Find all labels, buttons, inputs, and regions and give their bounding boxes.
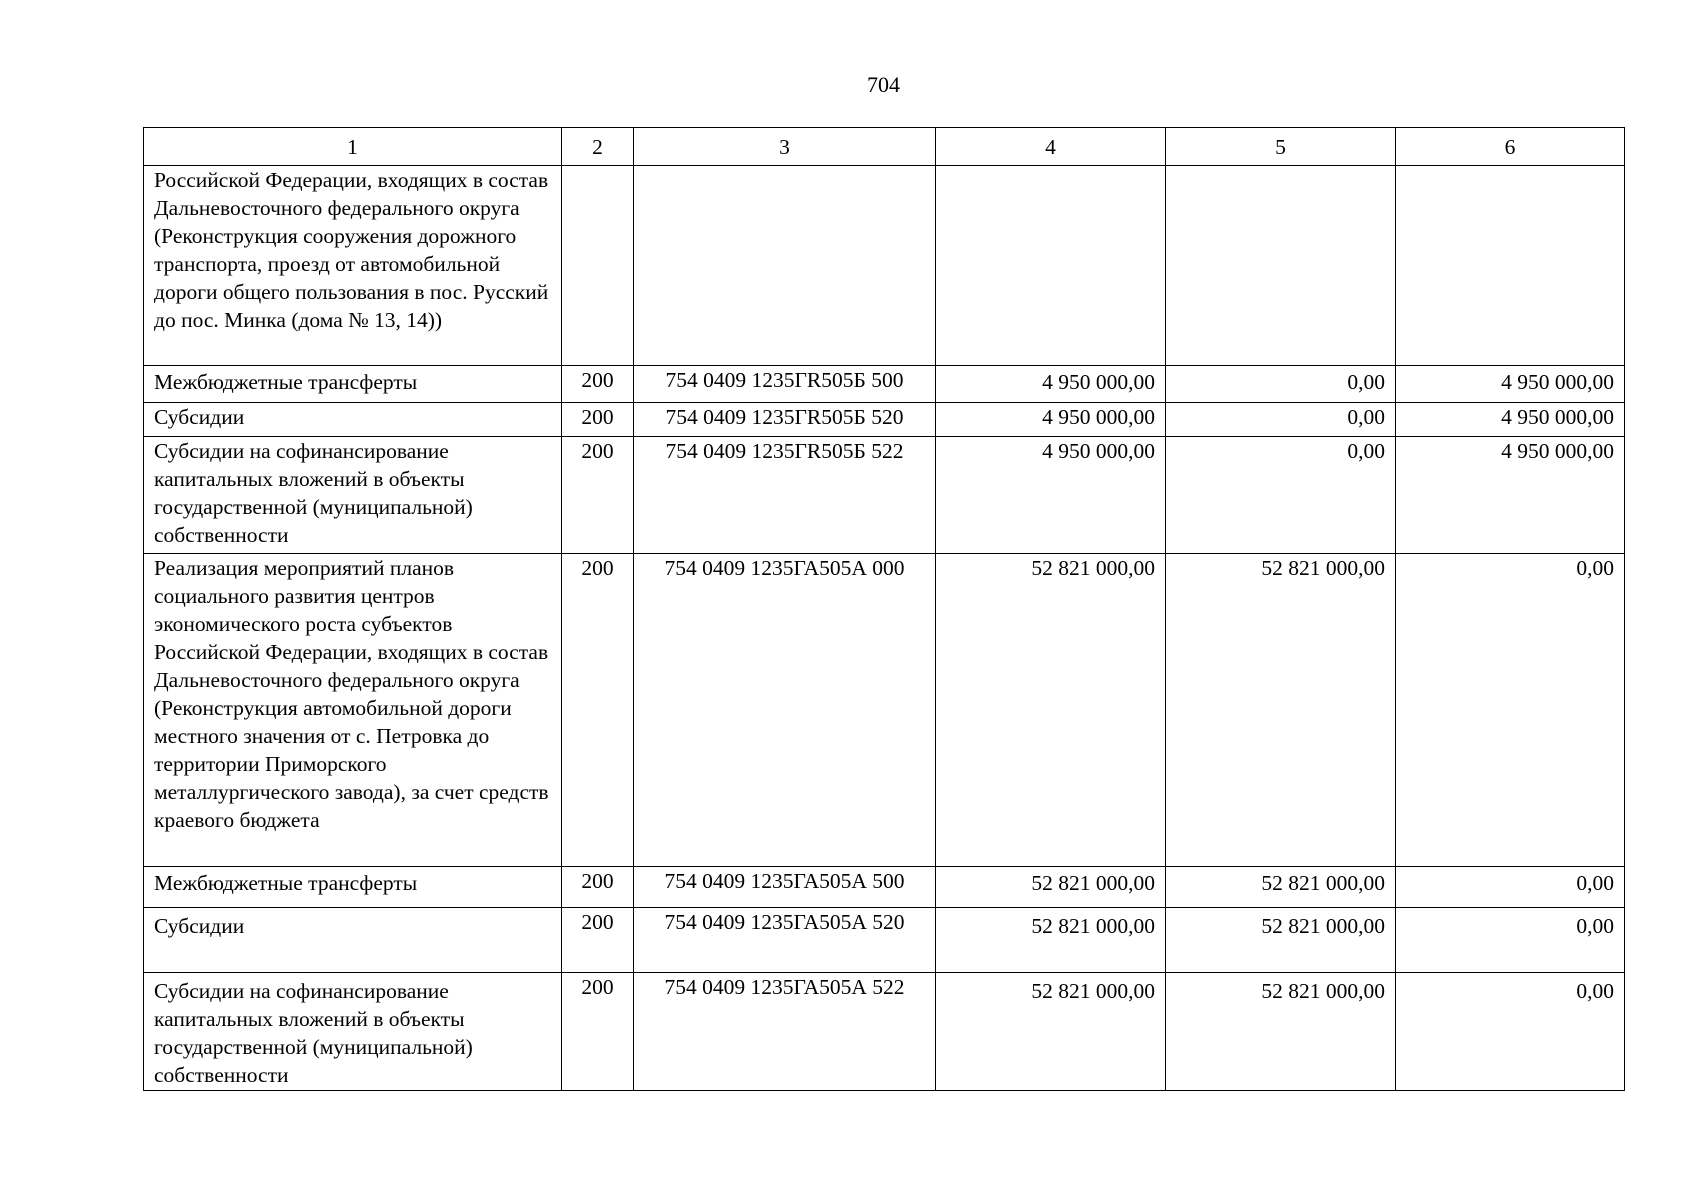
row-section	[562, 166, 634, 366]
row-col5: 52 821 000,00	[1166, 867, 1396, 908]
table-row	[144, 973, 1625, 1091]
row-col6: 0,00	[1396, 554, 1625, 867]
header-col-2: 2	[562, 128, 634, 166]
row-code: 754 0409 1235ГА505А 522	[634, 973, 936, 1091]
row-col4: 52 821 000,00	[936, 554, 1166, 867]
table-row	[144, 166, 1625, 366]
row-col4: 52 821 000,00	[936, 973, 1166, 1091]
table-row	[144, 867, 1625, 908]
row-section: 200	[562, 366, 634, 403]
row-col5: 0,00	[1166, 403, 1396, 437]
row-col6: 4 950 000,00	[1396, 366, 1625, 403]
row-col4: 4 950 000,00	[936, 437, 1166, 554]
row-section: 200	[562, 908, 634, 973]
budget-table	[143, 127, 1625, 1091]
row-col4: 52 821 000,00	[936, 908, 1166, 973]
header-col-6: 6	[1396, 128, 1625, 166]
row-col6: 0,00	[1396, 908, 1625, 973]
table-row	[144, 437, 1625, 554]
row-code	[634, 166, 936, 366]
header-col-3: 3	[634, 128, 936, 166]
page-number: 704	[867, 72, 900, 97]
row-code: 754 0409 1235ГА505А 520	[634, 908, 936, 973]
table-header-row	[144, 128, 1625, 166]
row-col6: 4 950 000,00	[1396, 403, 1625, 437]
row-col4	[936, 166, 1166, 366]
row-name: Субсидии	[144, 908, 562, 973]
row-col4: 4 950 000,00	[936, 403, 1166, 437]
table-row	[144, 366, 1625, 403]
row-section: 200	[562, 973, 634, 1091]
row-col6	[1396, 166, 1625, 366]
row-col5: 52 821 000,00	[1166, 908, 1396, 973]
row-code: 754 0409 1235ГR505Б 500	[634, 366, 936, 403]
row-col5: 52 821 000,00	[1166, 973, 1396, 1091]
row-section: 200	[562, 437, 634, 554]
row-name: Межбюджетные трансферты	[144, 366, 562, 403]
row-code: 754 0409 1235ГR505Б 520	[634, 403, 936, 437]
row-section: 200	[562, 403, 634, 437]
table-row	[144, 908, 1625, 973]
row-col5	[1166, 166, 1396, 366]
row-name: Реализация мероприятий планов социального развития центров экономического роста субъектов Российской Федерации, входящих в состав Дальневосточного федерального округа (Реконструкция автомобильной дороги местного значения от с. Петровка до территории Приморского металлургического завода), за счет средств краевого бюджета	[144, 554, 562, 867]
row-name: Субсидии на софинансирование капитальных вложений в объекты государственной (муниципальной) собственности	[144, 437, 562, 554]
row-name: Субсидии на софинансирование капитальных вложений в объекты государственной (муниципальной) собственности	[144, 973, 562, 1091]
row-name: Российской Федерации, входящих в состав Дальневосточного федерального округа (Реконструкция сооружения дорожного транспорта, проезд от автомобильной дороги общего пользования в пос. Русский до пос. Минка (дома № 13, 14))	[144, 166, 562, 366]
row-name: Межбюджетные трансферты	[144, 867, 562, 908]
header-col-4: 4	[936, 128, 1166, 166]
row-col5: 0,00	[1166, 437, 1396, 554]
header-col-1: 1	[144, 128, 562, 166]
row-col6: 0,00	[1396, 973, 1625, 1091]
table-row	[144, 554, 1625, 867]
row-col4: 52 821 000,00	[936, 867, 1166, 908]
row-col6: 0,00	[1396, 867, 1625, 908]
row-col5: 52 821 000,00	[1166, 554, 1396, 867]
table-row	[144, 403, 1625, 437]
row-col6: 4 950 000,00	[1396, 437, 1625, 554]
row-col5: 0,00	[1166, 366, 1396, 403]
row-section: 200	[562, 554, 634, 867]
row-col4: 4 950 000,00	[936, 366, 1166, 403]
row-name: Субсидии	[144, 403, 562, 437]
row-code: 754 0409 1235ГR505Б 522	[634, 437, 936, 554]
header-col-5: 5	[1166, 128, 1396, 166]
row-code: 754 0409 1235ГА505А 000	[634, 554, 936, 867]
row-code: 754 0409 1235ГА505А 500	[634, 867, 936, 908]
row-section: 200	[562, 867, 634, 908]
